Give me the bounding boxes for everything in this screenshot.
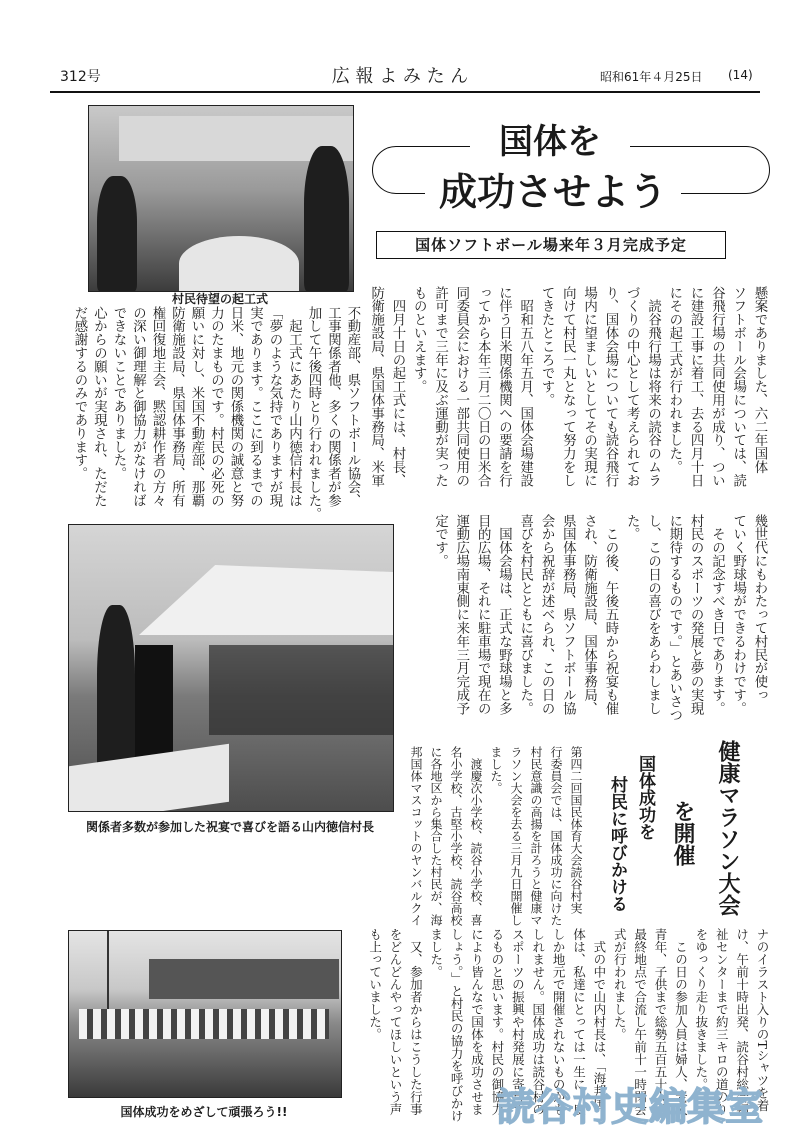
text-column: 運動広場南東側に来年三月完成予 xyxy=(453,514,469,715)
text-column: るものと思います。村民の御協力 xyxy=(489,928,505,1116)
text-column: ていく野球場ができるわけです。 xyxy=(730,514,746,715)
text-column: 不動産部、県ソフトボール協会、 xyxy=(345,306,360,507)
text-column: ました。 xyxy=(489,746,503,794)
text-column: 目的広場、それに駐車場で現在の xyxy=(475,514,491,715)
text-column: 向けて村民一丸となって努力をし xyxy=(560,286,576,487)
text-column: 第四二回国民体育大会読谷村実 xyxy=(569,746,583,914)
photo2-caption: 関係者多数が参加した祝宴で喜びを語る山内徳信村長 xyxy=(85,820,374,834)
text-column: 村民意識の高揚を計ろうと健康マ xyxy=(529,746,543,926)
text-column: 邦国体マスコットのヤンバルクイ xyxy=(409,746,423,926)
text-column: 最終地点で合流し午前十一時閉会 xyxy=(632,928,648,1116)
text-column: 願いに対し、米国不動産部、那覇 xyxy=(189,306,204,507)
text-column: ってから本年三月二〇日の日米合 xyxy=(475,286,491,487)
text-column: り、国体会場についても読谷飛行 xyxy=(602,286,618,487)
text-column: ナのイラスト入りのTシャツを着 xyxy=(755,928,770,1112)
text-column: スポーツの振興や村発展に寄与す xyxy=(510,928,526,1116)
text-column: た。 xyxy=(624,514,640,541)
text-column: も上っていました。 xyxy=(367,928,383,1041)
text-column: しょう。」と村民の協力を呼びかけ xyxy=(449,928,465,1122)
marathon-headline: 健康マラソン大会 xyxy=(715,740,740,916)
text-column: 幾世代にもわたって村民が使っ xyxy=(752,514,767,702)
text-column: 会から祝辞が述べられ、この日の xyxy=(539,514,555,715)
text-column: 国体会場は、正式な野球場と多 xyxy=(496,514,512,715)
text-column: により皆んなで国体を成功させま xyxy=(469,928,485,1116)
text-column: をゆっくり走り抜きました。 xyxy=(693,928,709,1091)
text-column: てきたところです。 xyxy=(539,286,555,407)
text-column: ました。 xyxy=(428,928,444,978)
text-column: 渡慶次小学校、読谷小学校、喜 xyxy=(469,746,483,926)
text-column: 行委員会では、国体成功に向けた xyxy=(549,746,563,926)
text-column: 昭和五八年五月、国体会場建設 xyxy=(517,286,533,487)
header-rule xyxy=(50,91,760,93)
text-column: できないことでありました。 xyxy=(111,306,126,481)
text-column: 懸案でありました、六二年国体 xyxy=(752,286,767,474)
text-column: され、防衛施設局、国体事務局、 xyxy=(581,514,597,715)
text-column: しれません。国体成功は読谷村の xyxy=(530,928,546,1116)
text-column: 体は、私達にとっては一生に一度 xyxy=(571,928,587,1116)
text-column: にその起工式が行われました。 xyxy=(666,286,682,474)
text-column: 心からの願いが実現され、ただた xyxy=(91,306,107,507)
photo3-caption: 国体成功をめざして頑張ろう!! xyxy=(120,1105,288,1119)
text-column: ラソン大会を去る三月九日開催し xyxy=(509,746,523,926)
text-column: ものといえます。 xyxy=(411,286,427,394)
text-column: 式の中で山内村長は、「海邦国 xyxy=(591,928,607,1110)
text-column: に建設工事に着工、去る四月十日 xyxy=(688,286,704,487)
text-column: 力のたまものです。村民の必死の xyxy=(208,306,224,507)
marathon-headline-2: を開催 xyxy=(670,800,695,866)
text-column: 谷飛行場の共同使用が成り、つい xyxy=(709,286,725,487)
text-column: 祉センターまで約三キロの道のり xyxy=(714,928,730,1116)
text-column: 防衛施設局、県国体事務局、所有 xyxy=(169,306,185,507)
article1-text-block-a xyxy=(365,286,770,500)
text-column: に伴う日米関係機関への要請を行 xyxy=(496,286,512,487)
text-column: づくりの中心として考えられてお xyxy=(624,286,640,487)
text-column: 式が行われました。 xyxy=(612,928,628,1041)
text-column: 定です。 xyxy=(432,514,448,568)
text-column: 日米、地元の関係機関の誠意と努 xyxy=(228,306,243,507)
text-column: ソフトボール会場については、読 xyxy=(730,286,746,487)
marathon-subhead-1: 国体成功を xyxy=(635,755,655,840)
text-column: し、この日の喜びをあらわしまし xyxy=(645,514,661,715)
archive-watermark xyxy=(495,1080,780,1128)
headline-line2: 成功させよう xyxy=(425,168,681,216)
text-column: この後、午後五時から祝宴も催 xyxy=(602,514,618,715)
text-column: だ感謝するのみであります。 xyxy=(72,306,87,481)
text-column: 村民のスポーツの発展と夢の実現 xyxy=(688,514,704,715)
text-column: 又、参加者からはこうした行事 xyxy=(408,928,424,1116)
text-column: 四月十日の起工式には、村長、 xyxy=(389,286,405,487)
watermark-lettering: 読谷村史編集室 xyxy=(497,1085,764,1128)
publication-date: 昭和61年４月25日 xyxy=(600,70,703,84)
text-column: 場内に望ましいとしてその実現に xyxy=(581,286,597,487)
publication-title: 広 報 よ み た ん xyxy=(331,66,469,87)
text-column: この日の参加人員は婦人、老人 xyxy=(673,928,689,1116)
text-column: その記念すべき日であります。 xyxy=(709,514,725,715)
text-column: け、午前十時出発、読谷村総合福 xyxy=(734,928,750,1116)
text-column: 工事関係者他、多くの関係者が参 xyxy=(325,306,341,507)
text-column: 防衛施設局、県国体事務局、米軍 xyxy=(368,286,384,487)
marathon-photo xyxy=(68,930,342,1098)
groundbreaking-photo xyxy=(88,105,354,292)
page-number: (14) xyxy=(728,68,753,82)
text-column: 権回復地主会、黙認耕作者の方々 xyxy=(150,306,165,507)
issue-number: 312号 xyxy=(60,69,101,85)
text-column: 青年、子供まで総勢五百五十人。 xyxy=(653,928,669,1116)
headline-line1: 国体を xyxy=(470,120,630,164)
text-column: 許可まで三年に及ぶ運動が実った xyxy=(432,286,448,487)
banquet-photo xyxy=(68,524,394,812)
text-column: 同委員会における一部共同使用の xyxy=(453,286,469,487)
text-column: 実であります。ここに到るまでの xyxy=(247,306,263,507)
article2-text-block-d xyxy=(406,746,586,926)
text-column: 読谷飛行場は将来の読谷のムラ xyxy=(645,286,661,487)
text-column: 「夢のような気持でありますが現 xyxy=(267,306,282,507)
article1-text-block-c xyxy=(429,514,770,730)
marathon-subhead-2: 村民に呼びかける xyxy=(607,776,627,912)
text-column: 名小学校、古堅小学校、読谷高校 xyxy=(449,746,463,926)
text-column: しか地元で開催されないものかも xyxy=(551,928,567,1116)
text-column: に期待するものです。」とあいさつ xyxy=(666,514,682,722)
text-column: に各地区から集合した村民が、海 xyxy=(429,746,443,926)
text-column: の深い御理解と御協力がなければ xyxy=(130,306,146,507)
text-column: 喜びを村民とともに喜びました。 xyxy=(517,514,533,715)
text-column: 起工式にあたり山内徳信村長は xyxy=(286,306,302,507)
text-column: をどんどんやってほしいという声 xyxy=(387,928,403,1116)
article1-text-block-b xyxy=(70,306,363,520)
text-column: 加して午後四時とり行われました。 xyxy=(306,306,321,521)
text-column: 県国体事務局、県ソフトボール協 xyxy=(560,514,576,715)
photo1-caption: 村民待望の起工式 xyxy=(171,292,268,306)
subheadline: 国体ソフトボール場来年３月完成予定 xyxy=(376,231,726,259)
